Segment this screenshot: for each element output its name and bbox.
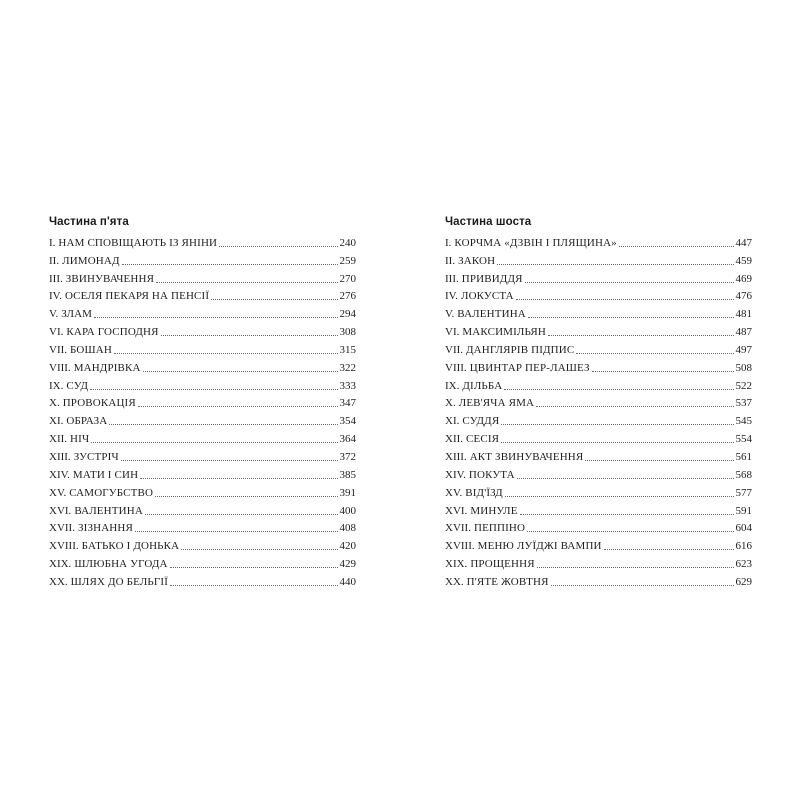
- toc-entry: [49, 339, 356, 357]
- chapter-number: XI.: [445, 415, 460, 428]
- toc-entry: [49, 321, 356, 339]
- page-number: 385: [339, 468, 356, 481]
- page-number: 447: [735, 236, 752, 249]
- toc-entry: [49, 357, 356, 375]
- dot-leader: [536, 406, 733, 407]
- chapter-number: IX.: [49, 379, 64, 392]
- page-number: 591: [735, 504, 752, 517]
- dot-leader: [145, 514, 338, 515]
- dot-leader: [497, 264, 733, 265]
- page-number: 616: [735, 540, 752, 553]
- dot-leader: [604, 549, 734, 550]
- dot-leader: [181, 549, 337, 550]
- chapter-number: II.: [445, 254, 456, 267]
- dot-leader: [156, 282, 337, 283]
- toc-entry: [445, 303, 752, 321]
- chapter-number: I.: [49, 236, 56, 249]
- toc-entry: [445, 268, 752, 286]
- chapter-title: НІЧ: [70, 433, 90, 446]
- chapter-number: XIX.: [445, 558, 468, 571]
- dot-leader: [585, 460, 733, 461]
- chapter-number: II.: [49, 254, 60, 267]
- chapter-title: ПЕППІНО: [473, 522, 526, 535]
- chapter-title: ЛЕВ'ЯЧА ЯМА: [458, 397, 535, 410]
- toc-entry: [445, 375, 752, 393]
- toc-list: [445, 232, 752, 589]
- page-number: 469: [735, 272, 752, 285]
- dot-leader: [537, 567, 734, 568]
- page-number: 333: [339, 379, 356, 392]
- dot-leader: [90, 389, 337, 390]
- dot-leader: [592, 371, 734, 372]
- page-number: 420: [339, 540, 356, 553]
- chapter-number: IV.: [445, 290, 458, 303]
- dot-leader: [551, 585, 734, 586]
- dot-leader: [140, 478, 337, 479]
- page-number: 604: [735, 522, 752, 535]
- page-number: 391: [339, 486, 356, 499]
- toc-entry: [49, 571, 356, 589]
- toc-entry: [49, 268, 356, 286]
- dot-leader: [520, 514, 734, 515]
- toc-entry: [49, 446, 356, 464]
- toc-entry: [445, 428, 752, 446]
- toc-entry: [49, 375, 356, 393]
- page-number: 259: [339, 254, 356, 267]
- dot-leader: [135, 531, 338, 532]
- chapter-title: ПОКУТА: [468, 468, 515, 481]
- chapter-number: XIII.: [445, 450, 467, 463]
- page-number: 400: [339, 504, 356, 517]
- chapter-number: VI.: [445, 326, 460, 339]
- chapter-title: ШЛЮБНА УГОДА: [74, 558, 168, 571]
- chapter-number: VI.: [49, 326, 64, 339]
- dot-leader: [505, 496, 734, 497]
- chapter-title: САМОГУБСТВО: [69, 486, 154, 499]
- toc-entry: [49, 393, 356, 411]
- dot-leader: [576, 353, 733, 354]
- chapter-number: XX.: [445, 575, 464, 588]
- page-number: 276: [339, 290, 356, 303]
- toc-entry: [49, 410, 356, 428]
- toc-entry: [445, 339, 752, 357]
- dot-leader: [170, 567, 338, 568]
- chapter-title: ЦВИНТАР ПЕР-ЛАШЕЗ: [469, 361, 590, 374]
- page-number: 487: [735, 326, 752, 339]
- chapter-title: МАНДРІВКА: [73, 361, 141, 374]
- toc-entry: [445, 393, 752, 411]
- chapter-number: XX.: [49, 575, 68, 588]
- page-number: 537: [735, 397, 752, 410]
- page-number: 440: [339, 575, 356, 588]
- dot-leader: [155, 496, 337, 497]
- chapter-title: МАКСИМІЛЬЯН: [462, 326, 546, 339]
- page-number: 476: [735, 290, 752, 303]
- page-number: 294: [339, 308, 356, 321]
- page-number: 577: [735, 486, 752, 499]
- chapter-title: ШЛЯХ ДО БЕЛЬГІЇ: [70, 575, 169, 588]
- chapter-number: I.: [445, 236, 452, 249]
- chapter-number: XII.: [49, 433, 68, 446]
- toc-column-right: [445, 214, 752, 589]
- toc-entry: [49, 518, 356, 536]
- chapter-number: XV.: [445, 486, 463, 499]
- page-number: 322: [339, 361, 356, 374]
- chapter-number: XVIII.: [49, 540, 79, 553]
- toc-entry: [49, 232, 356, 250]
- chapter-number: VII.: [445, 343, 464, 356]
- chapter-number: VIII.: [49, 361, 71, 374]
- page-number: 481: [735, 308, 752, 321]
- toc-entry: [445, 250, 752, 268]
- chapter-number: X.: [445, 397, 456, 410]
- toc-entry: [445, 446, 752, 464]
- chapter-title: ПРОЩЕННЯ: [470, 558, 535, 571]
- dot-leader: [619, 246, 734, 247]
- chapter-number: III.: [445, 272, 459, 285]
- chapter-title: СУД: [66, 379, 89, 392]
- page-number: 270: [339, 272, 356, 285]
- part-title: Частина шоста: [445, 216, 532, 228]
- page-number: 408: [339, 522, 356, 535]
- chapter-number: XVII.: [445, 522, 471, 535]
- page-number: 240: [339, 236, 356, 249]
- dot-leader: [109, 424, 337, 425]
- page-number: 545: [735, 415, 752, 428]
- chapter-number: IX.: [445, 379, 460, 392]
- page-number: 554: [735, 433, 752, 446]
- chapter-title: МАТИ І СИН: [72, 468, 139, 481]
- dot-leader: [528, 317, 734, 318]
- dot-leader: [138, 406, 338, 407]
- dot-leader: [94, 317, 337, 318]
- chapter-number: X.: [49, 397, 60, 410]
- toc-entry: [49, 482, 356, 500]
- toc-entry: [445, 286, 752, 304]
- page-number: 508: [735, 361, 752, 374]
- dot-leader: [143, 371, 338, 372]
- chapter-number: XIII.: [49, 450, 71, 463]
- chapter-number: XIV.: [445, 468, 466, 481]
- chapter-title: ПРИВИДДЯ: [461, 272, 523, 285]
- dot-leader: [161, 335, 338, 336]
- chapter-title: КОРЧМА «ДЗВІН І ПЛЯЩИНА»: [454, 236, 617, 249]
- chapter-title: АКТ ЗВИНУВАЧЕННЯ: [469, 450, 584, 463]
- dot-leader: [504, 389, 733, 390]
- chapter-title: ПРОВОКАЦІЯ: [62, 397, 136, 410]
- toc-entry: [445, 535, 752, 553]
- chapter-title: НАМ СПОВІЩАЮТЬ ІЗ ЯНІНИ: [58, 236, 218, 249]
- chapter-title: КАРА ГОСПОДНЯ: [66, 326, 159, 339]
- dot-leader: [501, 442, 733, 443]
- page-number: 372: [339, 450, 356, 463]
- toc-entry: [49, 464, 356, 482]
- toc-entry: [445, 500, 752, 518]
- chapter-number: XV.: [49, 486, 67, 499]
- page-number: 347: [339, 397, 356, 410]
- chapter-title: ДАНГЛЯРІВ ПІДПИС: [466, 343, 575, 356]
- page-number: 497: [735, 343, 752, 356]
- chapter-title: ЗІЗНАННЯ: [77, 522, 133, 535]
- chapter-number: XIX.: [49, 558, 72, 571]
- dot-leader: [170, 585, 337, 586]
- page-number: 629: [735, 575, 752, 588]
- page-number: 568: [735, 468, 752, 481]
- chapter-number: IV.: [49, 290, 62, 303]
- chapter-title: ЛОКУСТА: [460, 290, 514, 303]
- chapter-number: VIII.: [445, 361, 467, 374]
- toc-entry: [445, 518, 752, 536]
- chapter-title: ОБРАЗА: [66, 415, 108, 428]
- toc-entry: [49, 250, 356, 268]
- chapter-number: XII.: [445, 433, 464, 446]
- page-number: 315: [339, 343, 356, 356]
- chapter-number: XIV.: [49, 468, 70, 481]
- dot-leader: [548, 335, 734, 336]
- dot-leader: [527, 531, 733, 532]
- toc-entry: [445, 482, 752, 500]
- chapter-title: СЕСІЯ: [466, 433, 500, 446]
- toc-entry: [49, 303, 356, 321]
- dot-leader: [114, 353, 338, 354]
- chapter-title: БОШАН: [70, 343, 112, 356]
- toc-entry: [445, 553, 752, 571]
- toc-column-left: [49, 214, 356, 589]
- page-number: 561: [735, 450, 752, 463]
- dot-leader: [91, 442, 337, 443]
- page-number: 354: [339, 415, 356, 428]
- page-number: 364: [339, 433, 356, 446]
- chapter-title: СУДДЯ: [462, 415, 500, 428]
- dot-leader: [501, 424, 733, 425]
- chapter-title: ВАЛЕНТИНА: [74, 504, 143, 517]
- toc-entry: [49, 535, 356, 553]
- chapter-number: III.: [49, 272, 63, 285]
- dot-leader: [517, 478, 734, 479]
- chapter-title: МЕНЮ ЛУЇДЖІ ВАМПИ: [477, 540, 602, 553]
- chapter-number: XVIII.: [445, 540, 475, 553]
- chapter-title: БАТЬКО І ДОНЬКА: [81, 540, 180, 553]
- toc-entry: [49, 553, 356, 571]
- chapter-title: ОСЕЛЯ ПЕКАРЯ НА ПЕНСІЇ: [64, 290, 210, 303]
- chapter-number: XVI.: [445, 504, 468, 517]
- chapter-title: П'ЯТЕ ЖОВТНЯ: [466, 575, 549, 588]
- page-number: 459: [735, 254, 752, 267]
- toc-entry: [49, 500, 356, 518]
- page-number: 522: [735, 379, 752, 392]
- chapter-title: ДІЛЬБА: [462, 379, 503, 392]
- toc-list: [49, 232, 356, 589]
- chapter-title: ЗЛАМ: [61, 308, 93, 321]
- chapter-number: V.: [445, 308, 455, 321]
- part-title: Частина п'ята: [49, 216, 129, 228]
- dot-leader: [122, 264, 338, 265]
- toc-entry: [49, 286, 356, 304]
- chapter-title: ВІД'ЇЗД: [465, 486, 503, 499]
- chapter-title: ЗВИНУВАЧЕННЯ: [65, 272, 155, 285]
- toc-entry: [445, 571, 752, 589]
- chapter-title: ЗАКОН: [458, 254, 496, 267]
- toc-entry: [49, 428, 356, 446]
- toc-entry: [445, 410, 752, 428]
- dot-leader: [211, 299, 337, 300]
- toc-entry: [445, 232, 752, 250]
- chapter-title: ВАЛЕНТИНА: [457, 308, 526, 321]
- chapter-number: XVII.: [49, 522, 75, 535]
- chapter-title: ЛИМОНАД: [62, 254, 120, 267]
- chapter-number: V.: [49, 308, 59, 321]
- toc-entry: [445, 464, 752, 482]
- dot-leader: [516, 299, 734, 300]
- chapter-title: МИНУЛЕ: [470, 504, 518, 517]
- chapter-number: XVI.: [49, 504, 72, 517]
- dot-leader: [525, 282, 734, 283]
- dot-leader: [121, 460, 338, 461]
- chapter-title: ЗУСТРІЧ: [73, 450, 119, 463]
- toc-entry: [445, 357, 752, 375]
- page-number: 429: [339, 558, 356, 571]
- toc-entry: [445, 321, 752, 339]
- dot-leader: [219, 246, 337, 247]
- chapter-number: XI.: [49, 415, 64, 428]
- chapter-number: VII.: [49, 343, 68, 356]
- page-number: 308: [339, 326, 356, 339]
- page-number: 623: [735, 558, 752, 571]
